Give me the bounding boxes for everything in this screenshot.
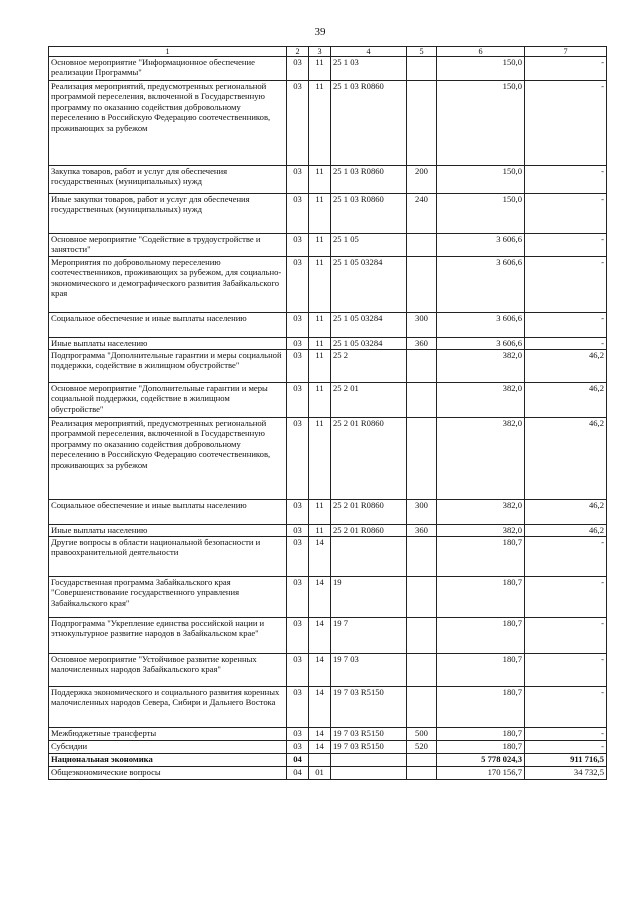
row-subsection: 14 — [309, 537, 331, 577]
row-section: 03 — [287, 166, 309, 194]
row-expense-type: 360 — [407, 525, 437, 537]
row-amount: 3 606,6 — [437, 313, 525, 338]
row-subsection: 11 — [309, 257, 331, 313]
row-section: 03 — [287, 687, 309, 728]
row-expense-type — [407, 687, 437, 728]
row-section: 03 — [287, 618, 309, 654]
header-col-5: 5 — [407, 47, 437, 57]
row-amount-federal: - — [525, 728, 607, 741]
row-expense-type — [407, 57, 437, 81]
row-name: Закупка товаров, работ и услуг для обеспечения государственных (муниципальных) нужд — [49, 166, 287, 194]
row-amount: 382,0 — [437, 350, 525, 383]
row-target-code: 25 2 01 R0860 — [331, 500, 407, 525]
row-amount-federal: 46,2 — [525, 418, 607, 500]
row-amount: 150,0 — [437, 194, 525, 234]
row-amount-federal: - — [525, 194, 607, 234]
row-subsection: 11 — [309, 81, 331, 166]
row-amount-federal: - — [525, 313, 607, 338]
row-amount: 382,0 — [437, 500, 525, 525]
row-expense-type: 300 — [407, 313, 437, 338]
table-row — [49, 525, 607, 537]
row-target-code: 25 1 03 R0860 — [331, 81, 407, 166]
table-row — [49, 350, 607, 383]
row-section: 03 — [287, 418, 309, 500]
table-row — [49, 537, 607, 577]
row-name: Иные выплаты населению — [49, 525, 287, 537]
row-expense-type — [407, 767, 437, 780]
row-target-code: 25 2 — [331, 350, 407, 383]
row-amount-federal: 34 732,5 — [525, 767, 607, 780]
row-section: 03 — [287, 257, 309, 313]
row-amount: 382,0 — [437, 525, 525, 537]
row-subsection: 11 — [309, 57, 331, 81]
row-name: Другие вопросы в области национальной безопасности и правоохранительной деятельности — [49, 537, 287, 577]
row-amount: 170 156,7 — [437, 767, 525, 780]
row-amount: 180,7 — [437, 618, 525, 654]
row-subsection: 11 — [309, 166, 331, 194]
row-amount-federal: - — [525, 577, 607, 618]
row-target-code: 25 1 05 03284 — [331, 338, 407, 350]
row-name: Иные закупки товаров, работ и услуг для обеспечения государственных (муниципальных) нужд — [49, 194, 287, 234]
row-section: 04 — [287, 754, 309, 767]
table-row — [49, 234, 607, 257]
row-expense-type — [407, 257, 437, 313]
row-subsection: 14 — [309, 654, 331, 687]
row-target-code — [331, 767, 407, 780]
row-subsection: 11 — [309, 350, 331, 383]
row-expense-type — [407, 654, 437, 687]
table-body — [49, 47, 607, 780]
row-target-code: 19 7 03 R5150 — [331, 728, 407, 741]
row-expense-type: 360 — [407, 338, 437, 350]
header-col-6: 6 — [437, 47, 525, 57]
row-target-code: 19 7 03 — [331, 654, 407, 687]
header-col-1: 1 — [49, 47, 287, 57]
row-section: 03 — [287, 728, 309, 741]
table-row — [49, 577, 607, 618]
header-col-7: 7 — [525, 47, 607, 57]
table-header-row — [49, 47, 607, 57]
row-expense-type: 500 — [407, 728, 437, 741]
table-row — [49, 313, 607, 338]
table-row — [49, 257, 607, 313]
row-amount-federal: - — [525, 234, 607, 257]
row-target-code: 19 7 03 R5150 — [331, 741, 407, 754]
table-row — [49, 654, 607, 687]
row-amount: 3 606,6 — [437, 257, 525, 313]
row-name: Мероприятия по добровольному переселению соотечественников, проживающих за рубежом, для социально-экономического и демографического развития Забайкальского края — [49, 257, 287, 313]
row-subsection: 11 — [309, 234, 331, 257]
table-row — [49, 741, 607, 754]
row-expense-type: 200 — [407, 166, 437, 194]
table-row — [49, 618, 607, 654]
row-target-code: 19 — [331, 577, 407, 618]
row-name: Реализация мероприятий, предусмотренных региональной программой переселения, включенной в Государственную программу по оказанию содействия добровольному переселению в Российскую Федерацию соотечественников, проживающих за рубежом — [49, 81, 287, 166]
table-row — [49, 754, 607, 767]
table-row — [49, 338, 607, 350]
row-subsection: 11 — [309, 313, 331, 338]
row-section: 04 — [287, 767, 309, 780]
row-amount-federal: 46,2 — [525, 350, 607, 383]
row-section: 03 — [287, 525, 309, 537]
row-subsection: 14 — [309, 741, 331, 754]
table-row — [49, 81, 607, 166]
budget-table — [48, 46, 607, 780]
row-amount: 382,0 — [437, 383, 525, 418]
row-name: Государственная программа Забайкальского края "Совершенствование государственного управления Забайкальского края" — [49, 577, 287, 618]
row-section: 03 — [287, 741, 309, 754]
row-expense-type — [407, 418, 437, 500]
row-section: 03 — [287, 194, 309, 234]
row-name: Основное мероприятие "Устойчивое развитие коренных малочисленных народов Забайкальского края" — [49, 654, 287, 687]
row-name: Иные выплаты населению — [49, 338, 287, 350]
row-subsection: 11 — [309, 338, 331, 350]
row-subsection — [309, 754, 331, 767]
row-target-code: 19 7 03 R5150 — [331, 687, 407, 728]
row-section: 03 — [287, 313, 309, 338]
row-section: 03 — [287, 577, 309, 618]
row-target-code: 25 1 03 R0860 — [331, 166, 407, 194]
row-expense-type — [407, 618, 437, 654]
row-subsection: 11 — [309, 383, 331, 418]
row-amount-federal: 911 716,5 — [525, 754, 607, 767]
row-subsection: 14 — [309, 577, 331, 618]
table-row — [49, 500, 607, 525]
row-expense-type — [407, 537, 437, 577]
row-name: Реализация мероприятий, предусмотренных региональной программой переселения, включенной в Государственную программу по оказанию содействия добровольному переселению в Российскую Федерацию соотечественников, проживающих за рубежом — [49, 418, 287, 500]
row-target-code — [331, 754, 407, 767]
row-target-code: 25 1 05 03284 — [331, 257, 407, 313]
row-target-code: 25 1 03 R0860 — [331, 194, 407, 234]
row-expense-type — [407, 577, 437, 618]
row-amount: 3 606,6 — [437, 234, 525, 257]
row-expense-type — [407, 383, 437, 418]
row-expense-type — [407, 81, 437, 166]
row-expense-type — [407, 350, 437, 383]
row-target-code — [331, 537, 407, 577]
row-target-code: 25 1 05 — [331, 234, 407, 257]
table-row — [49, 194, 607, 234]
row-subsection: 14 — [309, 687, 331, 728]
row-amount-federal: - — [525, 741, 607, 754]
row-name: Подпрограмма "Дополнительные гарантии и меры социальной поддержки, содействие в жилищном обустройстве" — [49, 350, 287, 383]
header-col-4: 4 — [331, 47, 407, 57]
row-amount: 180,7 — [437, 654, 525, 687]
row-name: Социальное обеспечение и иные выплаты населению — [49, 313, 287, 338]
row-name: Межбюджетные трансферты — [49, 728, 287, 741]
row-amount-federal: - — [525, 654, 607, 687]
row-amount-federal: - — [525, 57, 607, 81]
row-amount: 180,7 — [437, 687, 525, 728]
row-target-code: 25 1 05 03284 — [331, 313, 407, 338]
row-section: 03 — [287, 234, 309, 257]
row-target-code: 25 2 01 R0860 — [331, 418, 407, 500]
row-name: Субсидии — [49, 741, 287, 754]
row-section: 03 — [287, 57, 309, 81]
row-subsection: 11 — [309, 418, 331, 500]
row-expense-type: 520 — [407, 741, 437, 754]
row-amount: 382,0 — [437, 418, 525, 500]
row-subsection: 11 — [309, 500, 331, 525]
table-row — [49, 166, 607, 194]
row-name: Основное мероприятие "Дополнительные гарантии и меры социальной поддержки, содействие в жилищном обустройстве" — [49, 383, 287, 418]
row-expense-type: 240 — [407, 194, 437, 234]
row-subsection: 14 — [309, 728, 331, 741]
row-amount: 180,7 — [437, 577, 525, 618]
row-amount-federal: 46,2 — [525, 500, 607, 525]
header-col-2: 2 — [287, 47, 309, 57]
row-amount: 3 606,6 — [437, 338, 525, 350]
row-amount: 180,7 — [437, 728, 525, 741]
row-name: Основное мероприятие "Содействие в трудоустройстве и занятости" — [49, 234, 287, 257]
row-amount: 150,0 — [437, 57, 525, 81]
row-section: 03 — [287, 537, 309, 577]
row-section: 03 — [287, 654, 309, 687]
row-amount-federal: 46,2 — [525, 383, 607, 418]
header-col-3: 3 — [309, 47, 331, 57]
row-expense-type: 300 — [407, 500, 437, 525]
row-amount-federal: - — [525, 537, 607, 577]
row-name: Социальное обеспечение и иные выплаты населению — [49, 500, 287, 525]
row-amount-federal: 46,2 — [525, 525, 607, 537]
row-expense-type — [407, 754, 437, 767]
row-amount-federal: - — [525, 257, 607, 313]
table-row — [49, 687, 607, 728]
row-amount: 150,0 — [437, 166, 525, 194]
row-amount-federal: - — [525, 81, 607, 166]
row-subsection: 01 — [309, 767, 331, 780]
row-target-code: 19 7 — [331, 618, 407, 654]
row-section: 03 — [287, 350, 309, 383]
row-expense-type — [407, 234, 437, 257]
row-target-code: 25 2 01 R0860 — [331, 525, 407, 537]
table-row — [49, 767, 607, 780]
table-row — [49, 418, 607, 500]
row-subsection: 11 — [309, 525, 331, 537]
table-row — [49, 57, 607, 81]
row-name: Национальная экономика — [49, 754, 287, 767]
page-number: 39 — [314, 26, 326, 38]
row-amount-federal: - — [525, 687, 607, 728]
row-name: Подпрограмма "Укрепление единства российской нации и этнокультурное развитие народов в Забайкальском крае" — [49, 618, 287, 654]
row-name: Общеэкономические вопросы — [49, 767, 287, 780]
row-amount-federal: - — [525, 338, 607, 350]
row-amount: 180,7 — [437, 741, 525, 754]
row-amount-federal: - — [525, 618, 607, 654]
row-subsection: 11 — [309, 194, 331, 234]
row-amount: 5 778 024,3 — [437, 754, 525, 767]
table-row — [49, 728, 607, 741]
row-subsection: 14 — [309, 618, 331, 654]
row-target-code: 25 1 03 — [331, 57, 407, 81]
row-amount: 180,7 — [437, 537, 525, 577]
row-target-code: 25 2 01 — [331, 383, 407, 418]
row-amount-federal: - — [525, 166, 607, 194]
row-section: 03 — [287, 81, 309, 166]
row-section: 03 — [287, 500, 309, 525]
row-section: 03 — [287, 383, 309, 418]
row-section: 03 — [287, 338, 309, 350]
row-amount: 150,0 — [437, 81, 525, 166]
row-name: Основное мероприятие "Информационное обеспечение реализации Программы" — [49, 57, 287, 81]
row-name: Поддержка экономического и социального развития коренных малочисленных народов Севера, Сибири и Дальнего Востока — [49, 687, 287, 728]
table-row — [49, 383, 607, 418]
